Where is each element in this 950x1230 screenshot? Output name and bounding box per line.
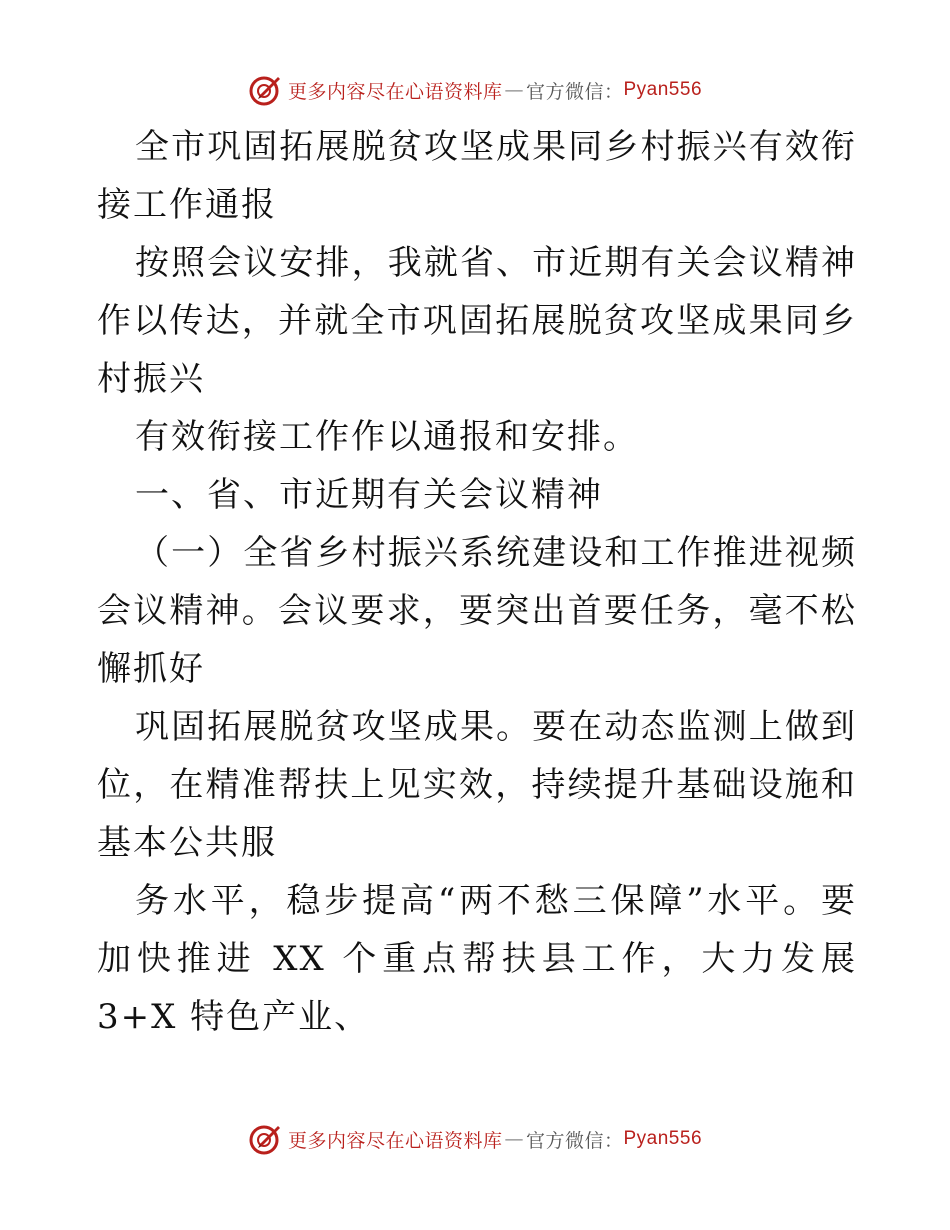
pen-logo-icon [248, 1122, 282, 1156]
paragraph: 按照会议安排，我就省、市近期有关会议精神作以传达，并就全市巩固拓展脱贫攻坚成果同乡村振兴 [97, 243, 857, 399]
banner-account: Pyan556 [623, 79, 703, 100]
document-title: 全市巩固拓展脱贫攻坚成果同乡村振兴有效衔接工作通报 [97, 127, 857, 225]
header-banner [0, 72, 950, 108]
paragraph: 巩固拓展脱贫攻坚成果。要在动态监测上做到位，在精准帮扶上见实效，持续提升基础设施和基本公共服 [97, 707, 857, 863]
pen-logo-icon [248, 73, 282, 107]
banner-text: 更多内容尽在心语资料库 [287, 1129, 503, 1152]
banner-text: 更多内容尽在心语资料库 [287, 80, 503, 103]
banner-wechat-label: 官方微信： [525, 1129, 624, 1152]
banner-separator: — [504, 79, 524, 101]
footer-banner [0, 1121, 950, 1157]
paragraph: （一）全省乡村振兴系统建设和工作推进视频会议精神。会议要求，要突出首要任务，毫不松懈抓好 [97, 533, 857, 689]
banner-separator: — [504, 1128, 524, 1150]
banner-account: Pyan556 [623, 1128, 703, 1149]
section-heading: 一、省、市近期有关会议精神 [135, 475, 603, 515]
paragraph: 务水平，稳步提高“两不愁三保障”水平。要加快推进 XX 个重点帮扶县工作，大力发展 3+X 特色产业、 [97, 881, 857, 1037]
paragraph: 有效衔接工作作以通报和安排。 [135, 417, 639, 457]
document-body [97, 118, 857, 1046]
banner-wechat-label: 官方微信： [525, 80, 624, 103]
